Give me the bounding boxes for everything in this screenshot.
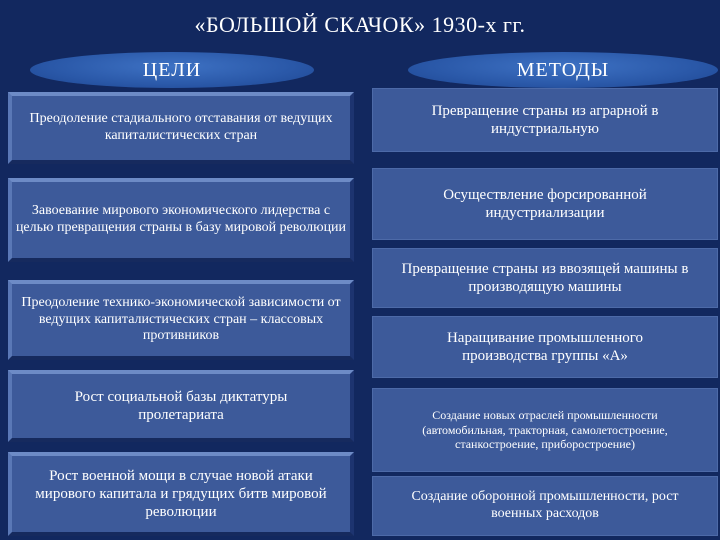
goal-box-3: [8, 280, 354, 360]
method-text-5: Создание новых отраслей промышленности (автомобильная, тракторная, самолетостроение, станкостроение, приборостроение): [422, 408, 668, 452]
method-text-1: Превращение страны из аграрной в индустриальную: [431, 103, 659, 137]
method-box-3: [372, 248, 718, 308]
goal-text-3: Преодоление технико-экономической зависимости от ведущих капиталистических стран – классовых противников: [21, 294, 341, 344]
method-box-5: [372, 388, 718, 472]
goal-text-2: Завоевание мирового экономического лидерства с целью превращения страны в базу мировой революции: [15, 203, 347, 235]
goals-header: ЦЕЛИ: [30, 52, 314, 88]
method-text-2: Осуществление форсированной индустриализации: [443, 187, 647, 221]
method-text-6: Создание оборонной промышленности, рост военных расходов: [411, 489, 679, 521]
methods-header: МЕТОДЫ: [408, 52, 718, 88]
method-box-4: [372, 316, 718, 378]
method-text-4: Наращивание промышленного производства группы «А»: [446, 330, 644, 364]
goal-text-5: Рост военной мощи в случае новой атаки мирового капитала и грядущих битв мировой революции: [35, 468, 327, 520]
goal-box-4: [8, 370, 354, 442]
method-text-3: Превращение страны из ввозящей машины в производящую машины: [401, 261, 689, 295]
method-box-1: [372, 88, 718, 152]
method-box-2: [372, 168, 718, 240]
page-title: «БОЛЬШОЙ СКАЧОК» 1930-х гг.: [194, 12, 526, 37]
goal-text-1: Преодоление стадиального отставания от ведущих капиталистических стран: [29, 111, 333, 143]
method-box-6: [372, 476, 718, 536]
goal-box-2: [8, 178, 354, 262]
goal-text-4: Рост социальной базы диктатуры пролетариата: [74, 389, 288, 423]
goal-box-1: [8, 92, 354, 164]
goal-box-5: [8, 452, 354, 536]
